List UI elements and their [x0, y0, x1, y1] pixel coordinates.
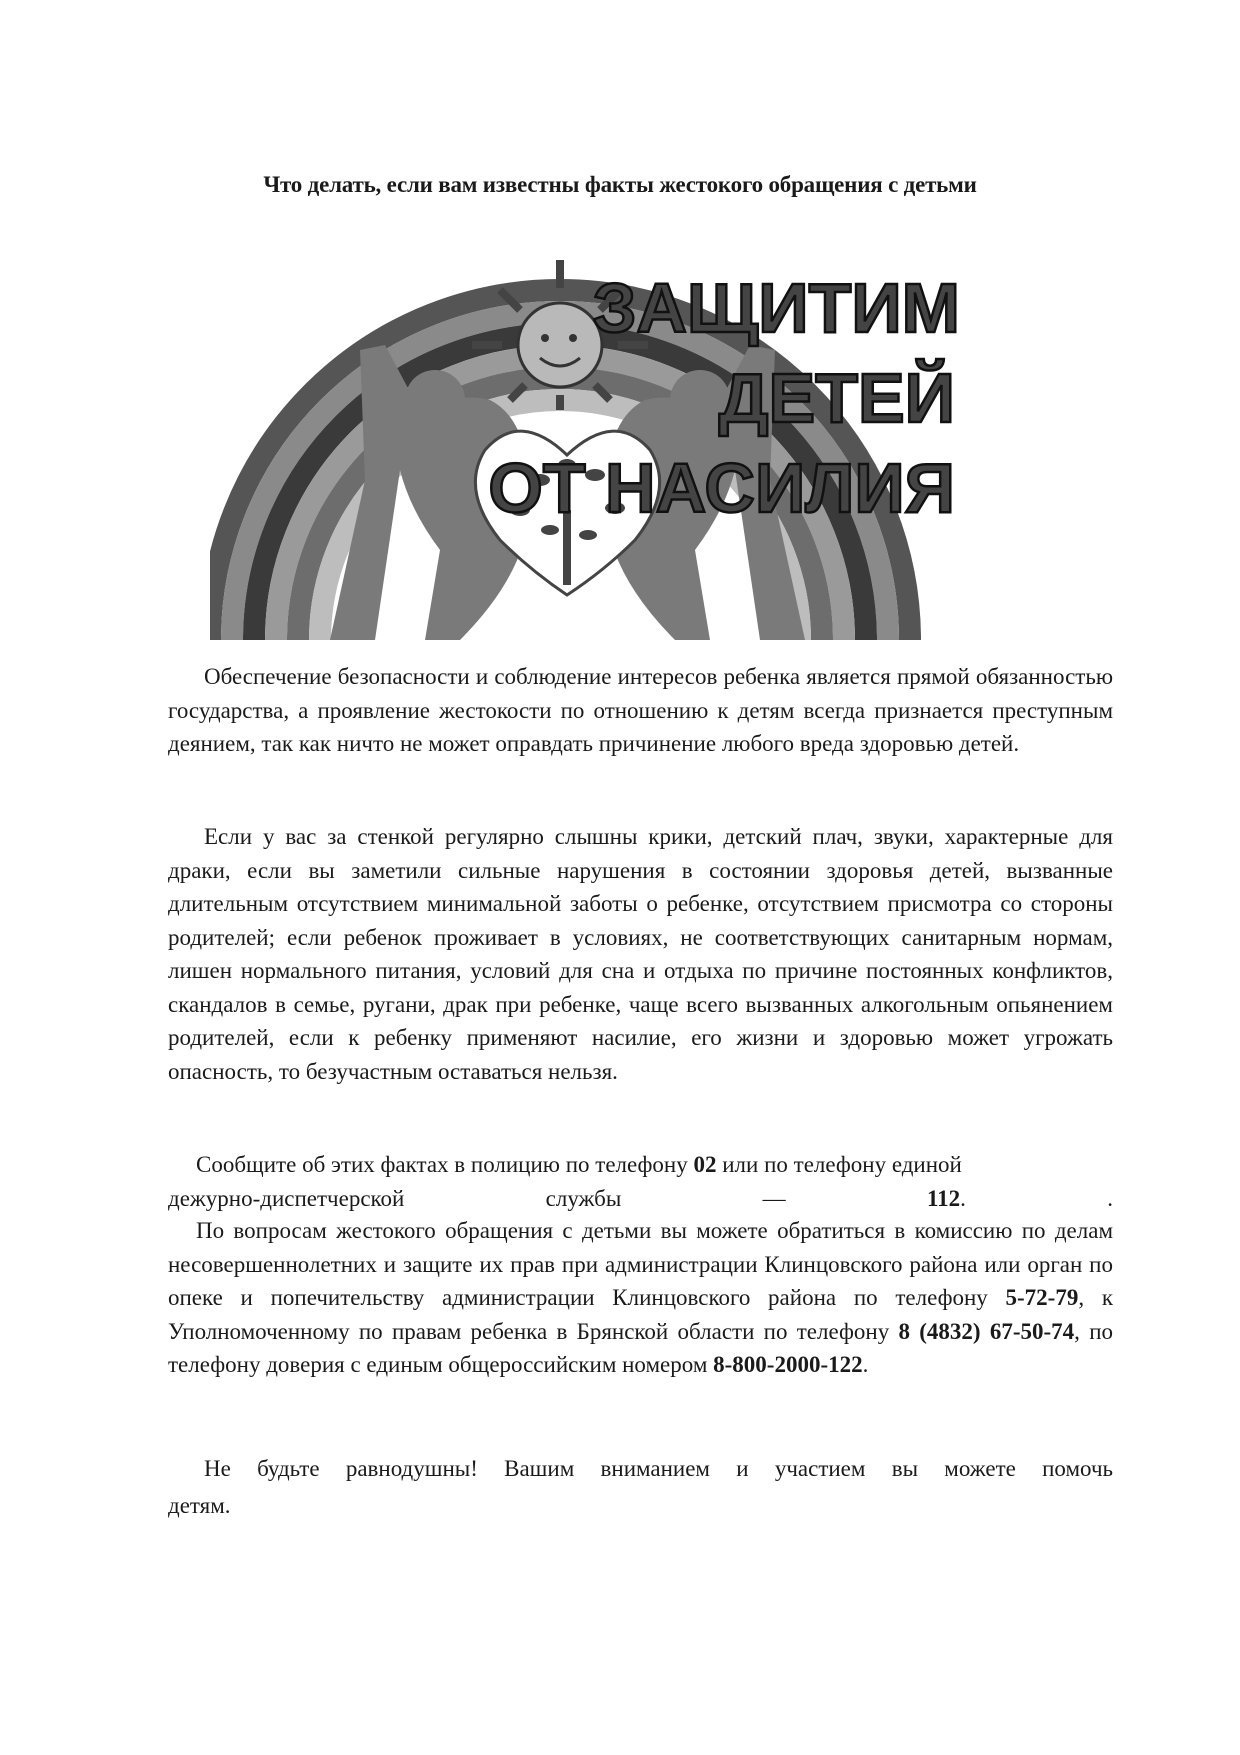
paragraph-1: Обеспечение безопасности и соблюдение интересов ребенка является прямой обязанностью государства, а проявление жестокости по отношению к детям всегда признается преступным деянием, так как ничто не может оправдать причинение любого вреда здоровью детей. [168, 664, 1113, 756]
paragraph-3-text-d: службы [545, 1185, 622, 1211]
paragraph-3-text-a: Сообщите об этих фактах в полицию по телефону [196, 1152, 694, 1177]
commission-phone: 5-72-79 [1005, 1285, 1079, 1310]
paragraph-4-text-b: , к Уполномоченному по правам ребенка в Брянской области по телефону [168, 1285, 1113, 1344]
paragraph-3 [168, 1148, 1113, 1215]
paragraph-3-text-e: . [960, 1185, 966, 1211]
paragraph-3-text-c: дежурно-диспетчерской [168, 1185, 405, 1211]
paragraph-2: Если у вас за стенкой регулярно слышны крики, детский плач, звуки, характерные для драки, если вы заметили сильные нарушения в состоянии здоровья детей, вызванные длительным отсутствием минимальной заботы о ребенке, отсутствием присмотра со стороны родителей; если ребенок проживает в условиях, не соответствующих санитарным нормам, лишен нормального питания, условий для сна и отдыха по причине постоянных конфликтов, скандалов в семье, ругани, драк при ребенке, чаще всего вызванных алкогольным опьянением родителей, если к ребенку применяют насилие, его жизни и здоровью может угрожать опасность, то безучастным оставаться нельзя. [168, 824, 1113, 1084]
paragraph-4 [168, 1214, 1113, 1382]
paragraph-5-line-1: Не будьте равнодушны! Вашим вниманием и участием вы можете помочь [204, 1456, 1113, 1481]
paragraph-5-line-2: детям. [168, 1492, 231, 1518]
logo-line-2: ДЕТЕЙ [718, 359, 955, 437]
police-phone: 02 [693, 1152, 717, 1177]
paragraph-4-text-d: . [862, 1352, 869, 1377]
ombudsman-phone: 8 (4832) 67-50-74 [898, 1318, 1075, 1344]
paragraph-3-text-b: или по телефону единой [716, 1152, 962, 1177]
helpline-phone: 8-800-2000-122 [713, 1352, 863, 1377]
emergency-phone: 112 [926, 1185, 961, 1211]
paragraph-4-text-a: По вопросам жестокого обращения с детьми вы можете обратиться в комиссию по делам несовершеннолетних и защите их прав при администрации Клинцовского района или орган по опеке и попечительству администрации Клинцовского района по телефону [168, 1218, 1113, 1310]
page-title: Что делать, если вам известны факты жестокого обращения с детьми [263, 172, 977, 197]
protect-children-logo [210, 250, 1080, 640]
paragraph-5 [168, 1452, 1113, 1526]
paragraph-3-text-f: . [1107, 1185, 1113, 1211]
paragraph-4-text-c: , по телефону доверия с единым общероссийским номером [168, 1318, 1114, 1377]
logo-line-3: ОТ НАСИЛИЯ [488, 449, 955, 527]
paragraph-3-dash: — [762, 1185, 786, 1211]
logo-line-1: ЗАЩИТИМ [592, 269, 960, 347]
